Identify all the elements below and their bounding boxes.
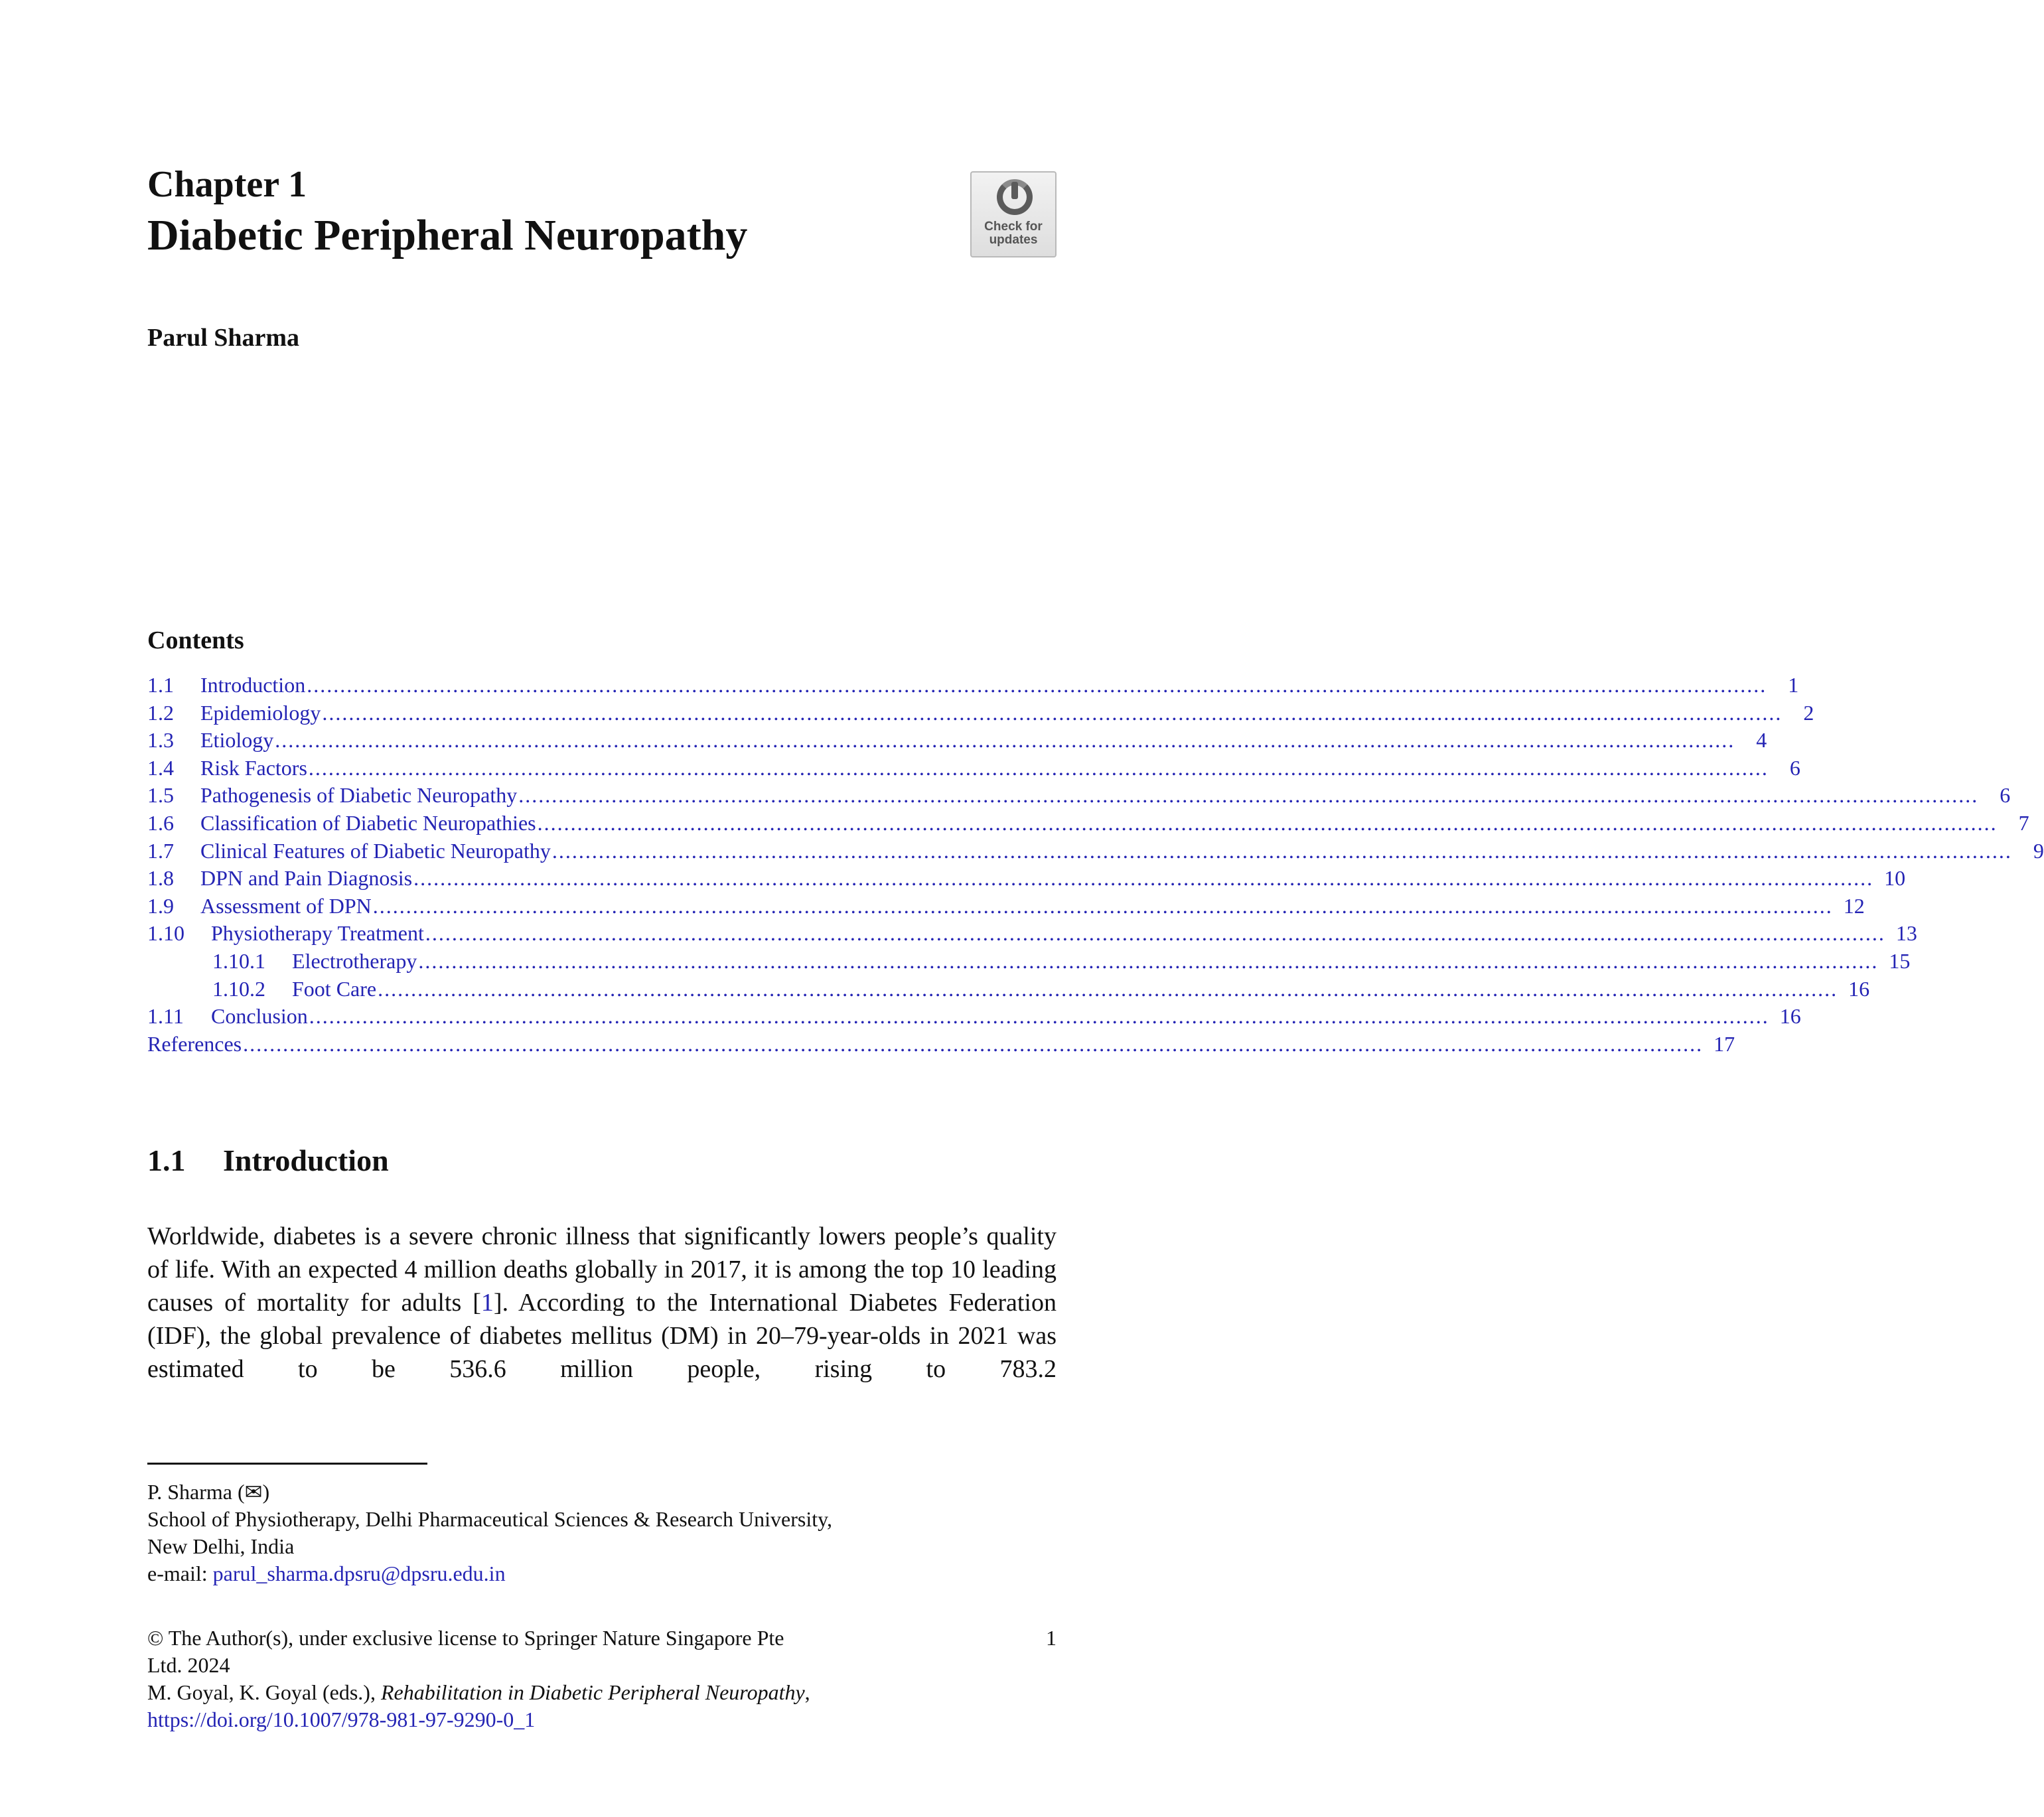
section-number: 1.1 xyxy=(147,1143,186,1177)
toc-subentry[interactable] xyxy=(147,948,1911,976)
toc-entry[interactable] xyxy=(147,727,1767,755)
toc-title[interactable]: Physiotherapy Treatment xyxy=(211,921,424,946)
toc-title[interactable]: Foot Care xyxy=(292,976,377,1001)
email-label: e-mail: xyxy=(147,1562,213,1585)
author-footnote xyxy=(147,1479,1057,1587)
author-name: Parul Sharma xyxy=(147,324,300,352)
page-number: 1 xyxy=(1046,1626,1057,1650)
toc-title[interactable]: Epidemiology xyxy=(200,700,321,725)
toc-leader: ............................................................................................................................................................................................................................ xyxy=(551,838,2012,863)
toc-entry[interactable] xyxy=(147,699,1814,727)
toc-leader: ............................................................................................................................................................................................................................ xyxy=(275,728,1735,753)
toc-leader: ............................................................................................................................................................................................................................ xyxy=(425,921,1885,946)
toc-title[interactable]: Pathogenesis of Diabetic Neuropathy xyxy=(200,783,518,808)
email-link[interactable]: parul_sharma.dpsru@dpsru.edu.in xyxy=(212,1562,506,1585)
toc-leader: ............................................................................................................................................................................................................................ xyxy=(518,783,1979,808)
book-title-suffix: , xyxy=(804,1680,810,1704)
toc-number: 1.2 xyxy=(147,700,174,725)
toc-number: 1.9 xyxy=(147,893,174,918)
copyright-block xyxy=(147,1625,924,1733)
toc-subentry[interactable] xyxy=(147,976,1870,1003)
chapter-label: Chapter 1 xyxy=(147,164,307,205)
toc-number: 1.10 xyxy=(147,921,184,946)
toc-leader: ............................................................................................................................................................................................................................ xyxy=(243,1031,1704,1056)
toc-leader: ............................................................................................................................................................................................................................ xyxy=(378,976,1838,1001)
footnote-affiliation: School of Physiotherapy, Delhi Pharmaceutical Sciences & Research University, xyxy=(147,1507,833,1531)
bookmark-icon xyxy=(1011,182,1018,199)
toc-title[interactable]: References xyxy=(147,1031,242,1056)
toc-page[interactable]: 9 xyxy=(2033,838,2044,863)
footnote-author: P. Sharma (✉) xyxy=(147,1480,270,1504)
body-paragraph xyxy=(147,1220,1057,1386)
toc-number: 1.8 xyxy=(147,866,174,891)
toc-number: 1.6 xyxy=(147,810,174,835)
toc-leader: ............................................................................................................................................................................................................................ xyxy=(372,893,1833,918)
footnote-email-line xyxy=(147,1560,1057,1587)
copyright-line: © The Author(s), under exclusive license to Springer Nature Singapore Pte xyxy=(147,1626,784,1650)
toc-page[interactable]: 17 xyxy=(1714,1031,1735,1056)
toc-page[interactable]: 6 xyxy=(2000,783,2011,808)
toc-title[interactable]: Risk Factors xyxy=(200,755,307,780)
toc-entry[interactable] xyxy=(147,893,1865,920)
editors: M. Goyal, K. Goyal (eds.), xyxy=(147,1680,381,1704)
toc-entry[interactable] xyxy=(147,782,2011,810)
toc-leader: ............................................................................................................................................................................................................................ xyxy=(322,700,1783,725)
toc-page[interactable]: 1 xyxy=(1788,673,1799,697)
toc-entry-references[interactable] xyxy=(147,1031,1735,1058)
toc-page[interactable]: 6 xyxy=(1789,755,1800,780)
toc-entry[interactable] xyxy=(147,755,1800,782)
toc-leader: ............................................................................................................................................................................................................................ xyxy=(307,673,1767,697)
toc-number: 1.10.1 xyxy=(212,948,265,973)
table-of-contents xyxy=(147,672,2044,1058)
toc-entry[interactable] xyxy=(147,810,2029,837)
section-heading xyxy=(147,1143,389,1178)
badge-label: Check for updates xyxy=(984,220,1043,247)
toc-page[interactable]: 16 xyxy=(1848,976,1870,1001)
toc-title[interactable]: Introduction xyxy=(200,673,306,697)
toc-page[interactable]: 15 xyxy=(1889,948,1911,973)
copyright-year: Ltd. 2024 xyxy=(147,1653,230,1677)
toc-entry[interactable] xyxy=(147,920,1917,948)
chapter-title: Diabetic Peripheral Neuropathy xyxy=(147,211,748,259)
toc-entry[interactable] xyxy=(147,837,2044,865)
toc-title[interactable]: Clinical Features of Diabetic Neuropathy xyxy=(200,838,551,863)
toc-page[interactable]: 16 xyxy=(1779,1004,1801,1029)
toc-title[interactable]: Conclusion xyxy=(211,1004,308,1029)
check-for-updates-badge[interactable] xyxy=(970,171,1057,257)
book-title: Rehabilitation in Diabetic Peripheral Neuropathy xyxy=(380,1680,805,1704)
toc-page[interactable]: 13 xyxy=(1895,921,1917,946)
toc-leader: ............................................................................................................................................................................................................................ xyxy=(309,1004,1769,1029)
toc-page[interactable]: 2 xyxy=(1803,700,1814,725)
paragraph-text: Worldwide, diabetes is a severe chronic illness that significantly lowers people’s quality of life. With an expected 4 million deaths globally in 2017, it is among the top 10 leading causes of mortality for adults [ xyxy=(147,1222,1057,1317)
toc-title[interactable]: Electrotherapy xyxy=(292,948,417,973)
toc-title[interactable]: Assessment of DPN xyxy=(200,893,372,918)
toc-number: 1.4 xyxy=(147,755,174,780)
toc-title[interactable]: DPN and Pain Diagnosis xyxy=(200,866,413,891)
toc-page[interactable]: 7 xyxy=(2018,810,2029,835)
toc-page[interactable]: 12 xyxy=(1843,893,1865,918)
toc-page[interactable]: 10 xyxy=(1884,866,1906,891)
toc-number: 1.7 xyxy=(147,838,174,863)
toc-entry[interactable] xyxy=(147,1003,1801,1031)
toc-leader: ............................................................................................................................................................................................................................ xyxy=(537,810,1998,835)
footnote-location: New Delhi, India xyxy=(147,1534,295,1558)
toc-title[interactable]: Etiology xyxy=(200,728,274,753)
toc-number: 1.10.2 xyxy=(212,976,265,1001)
citation-link[interactable]: 1 xyxy=(480,1289,494,1317)
doi-link[interactable]: https://doi.org/10.1007/978-981-97-9290-0_1 xyxy=(147,1708,536,1731)
toc-number: 1.3 xyxy=(147,728,174,753)
toc-number: 1.11 xyxy=(147,1004,184,1029)
contents-heading: Contents xyxy=(147,626,244,654)
toc-leader: ............................................................................................................................................................................................................................ xyxy=(418,948,1879,973)
toc-entry[interactable] xyxy=(147,865,1906,893)
section-title: Introduction xyxy=(223,1143,389,1177)
toc-page[interactable]: 4 xyxy=(1756,728,1767,753)
footnote-divider xyxy=(147,1463,427,1465)
toc-leader: ............................................................................................................................................................................................................................ xyxy=(308,755,1769,780)
toc-number: 1.1 xyxy=(147,673,174,697)
toc-leader: ............................................................................................................................................................................................................................ xyxy=(413,866,1874,891)
paragraph-text: ]. According to the International Diabetes Federation (IDF), the global prevalence of diabetes mellitus (DM) in 20–79-year-olds in 2021 was estimated to be 536.6 million people, rising to 783.2 xyxy=(147,1289,1057,1383)
toc-entry[interactable] xyxy=(147,672,1799,699)
toc-title[interactable]: Classification of Diabetic Neuropathies xyxy=(200,810,536,835)
toc-number: 1.5 xyxy=(147,783,174,808)
citation-line xyxy=(147,1679,924,1706)
